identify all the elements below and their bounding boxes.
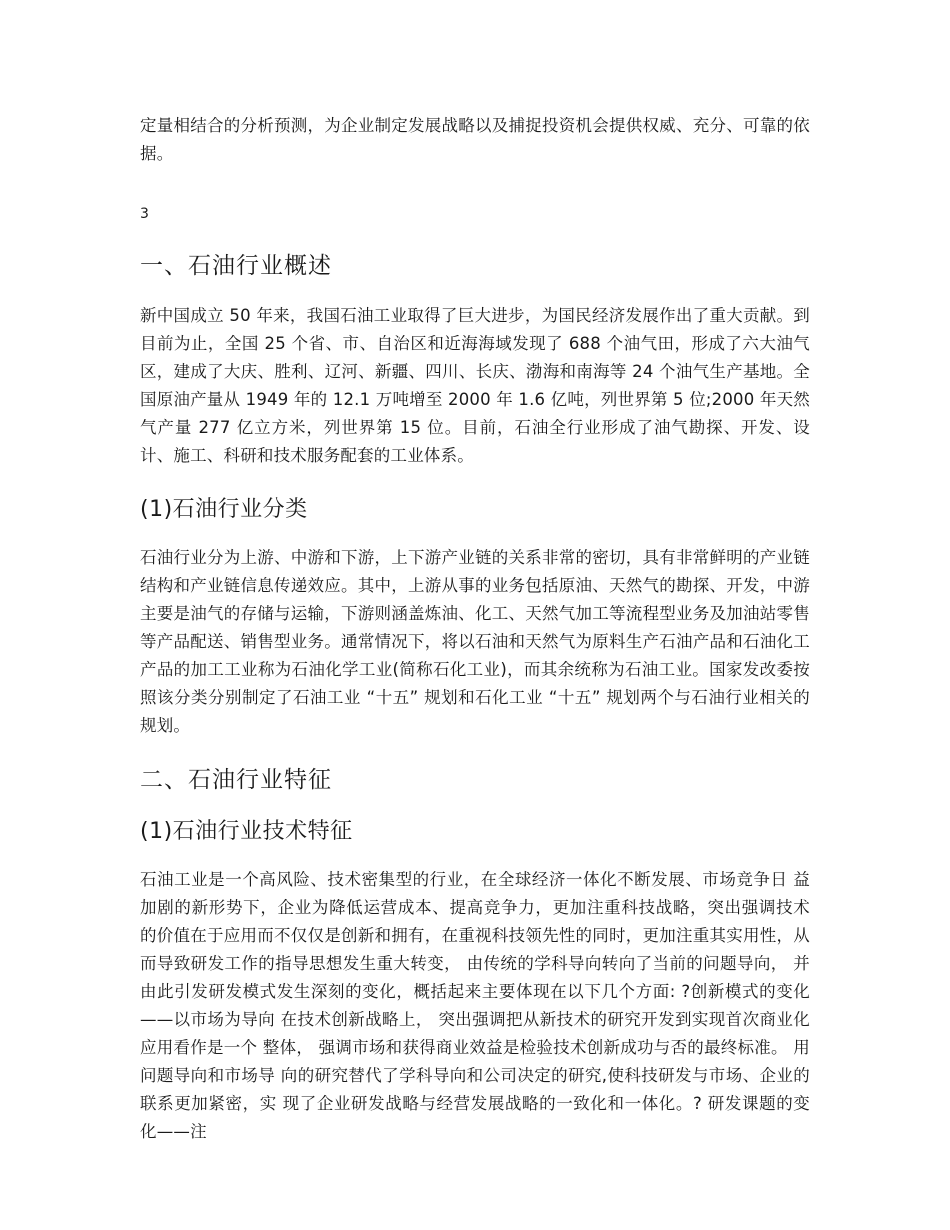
classification-paragraph: 石油行业分为上游、中游和下游，上下游产业链的关系非常的密切，具有非常鲜明的产业链结构和产业链信息传递效应。其中，上游从事的业务包括原油、天然气的勘探、开发，中游主要是油气的存储与运输，下游则涵盖炼油、化工、天然气加工等流程型业务及加油站零售等产品配送、销售型业务。通常情况下，将以石油和天然气为原料生产石油产品和石油化工产品的加工工业称为石油化学工业(简称石化工业)，而其余统称为石油工业。国家发改委按照该分类分别制定了石油工业 “十五” 规划和石化工业 “十五” 规划两个与石油行业相关的规划。 — [140, 548, 810, 735]
overview-paragraph: 新中国成立 50 年来，我国石油工业取得了巨大进步，为国民经济发展作出了重大贡献。到目前为止，全国 25 个省、市、自治区和近海海域发现了 688 个油气田，形成了六大油气区，建成了大庆、胜利、辽河、新疆、四川、长庆、渤海和南海等 24 个油气生产基地。全国原油产量从 1949 年的 12.1 万吨增至 2000 年 1.6 亿吨，列世界第 5 位;2000 年天然气产量 277 亿立方米，列世界第 15 位。目前，石油全行业形成了油气勘探、开发、设计、施工、科研和技术服务配套的工业体系。 — [140, 306, 810, 465]
section-heading-overview: 一、石油行业概述 — [140, 253, 332, 279]
page-number: 3 — [140, 206, 149, 222]
subheading-tech-features: (1)石油行业技术特征 — [140, 819, 353, 844]
intro-paragraph: 定量相结合的分析预测，为企业制定发展战略以及捕捉投资机会提供权威、充分、可靠的依据。 — [140, 116, 810, 163]
subheading-classification: (1)石油行业分类 — [140, 497, 308, 522]
tech-features-paragraph: 石油工业是一个高风险、技术密集型的行业，在全球经济一体化不断发展、市场竞争日 益加剧的新形势下，企业为降低运营成本、提高竞争力，更加注重科技战略，突出强调技术 的价值在于应用而不仅仅是创新和拥有，在重视科技领先性的同时，更加注重其实用性，从 而导致研发工作的指导思想发生重大转变， 由传统的学科导向转向了当前的问题导向， 并由此引发研发模式发生深刻的变化，概括起来主要体现在以下几个方面: ?创新模式的变化——以市场为导向 在技术创新战略上， 突出强调把从新技术的研究开发到实现首次商业化应用看作是一个 整体， 强调市场和获得商业效益是检验技术创新成功与否的最终标准。 用问题导向和市场导 向的研究替代了学科导向和公司决定的研究,使科技研发与市场、企业的联系更加紧密，实 现了企业研发战略与经营发展战略的一致化和一体化。? 研发课题的变化——注 — [140, 870, 810, 1141]
document-page — [140, 112, 810, 1146]
section-heading-features: 二、石油行业特征 — [140, 767, 332, 793]
